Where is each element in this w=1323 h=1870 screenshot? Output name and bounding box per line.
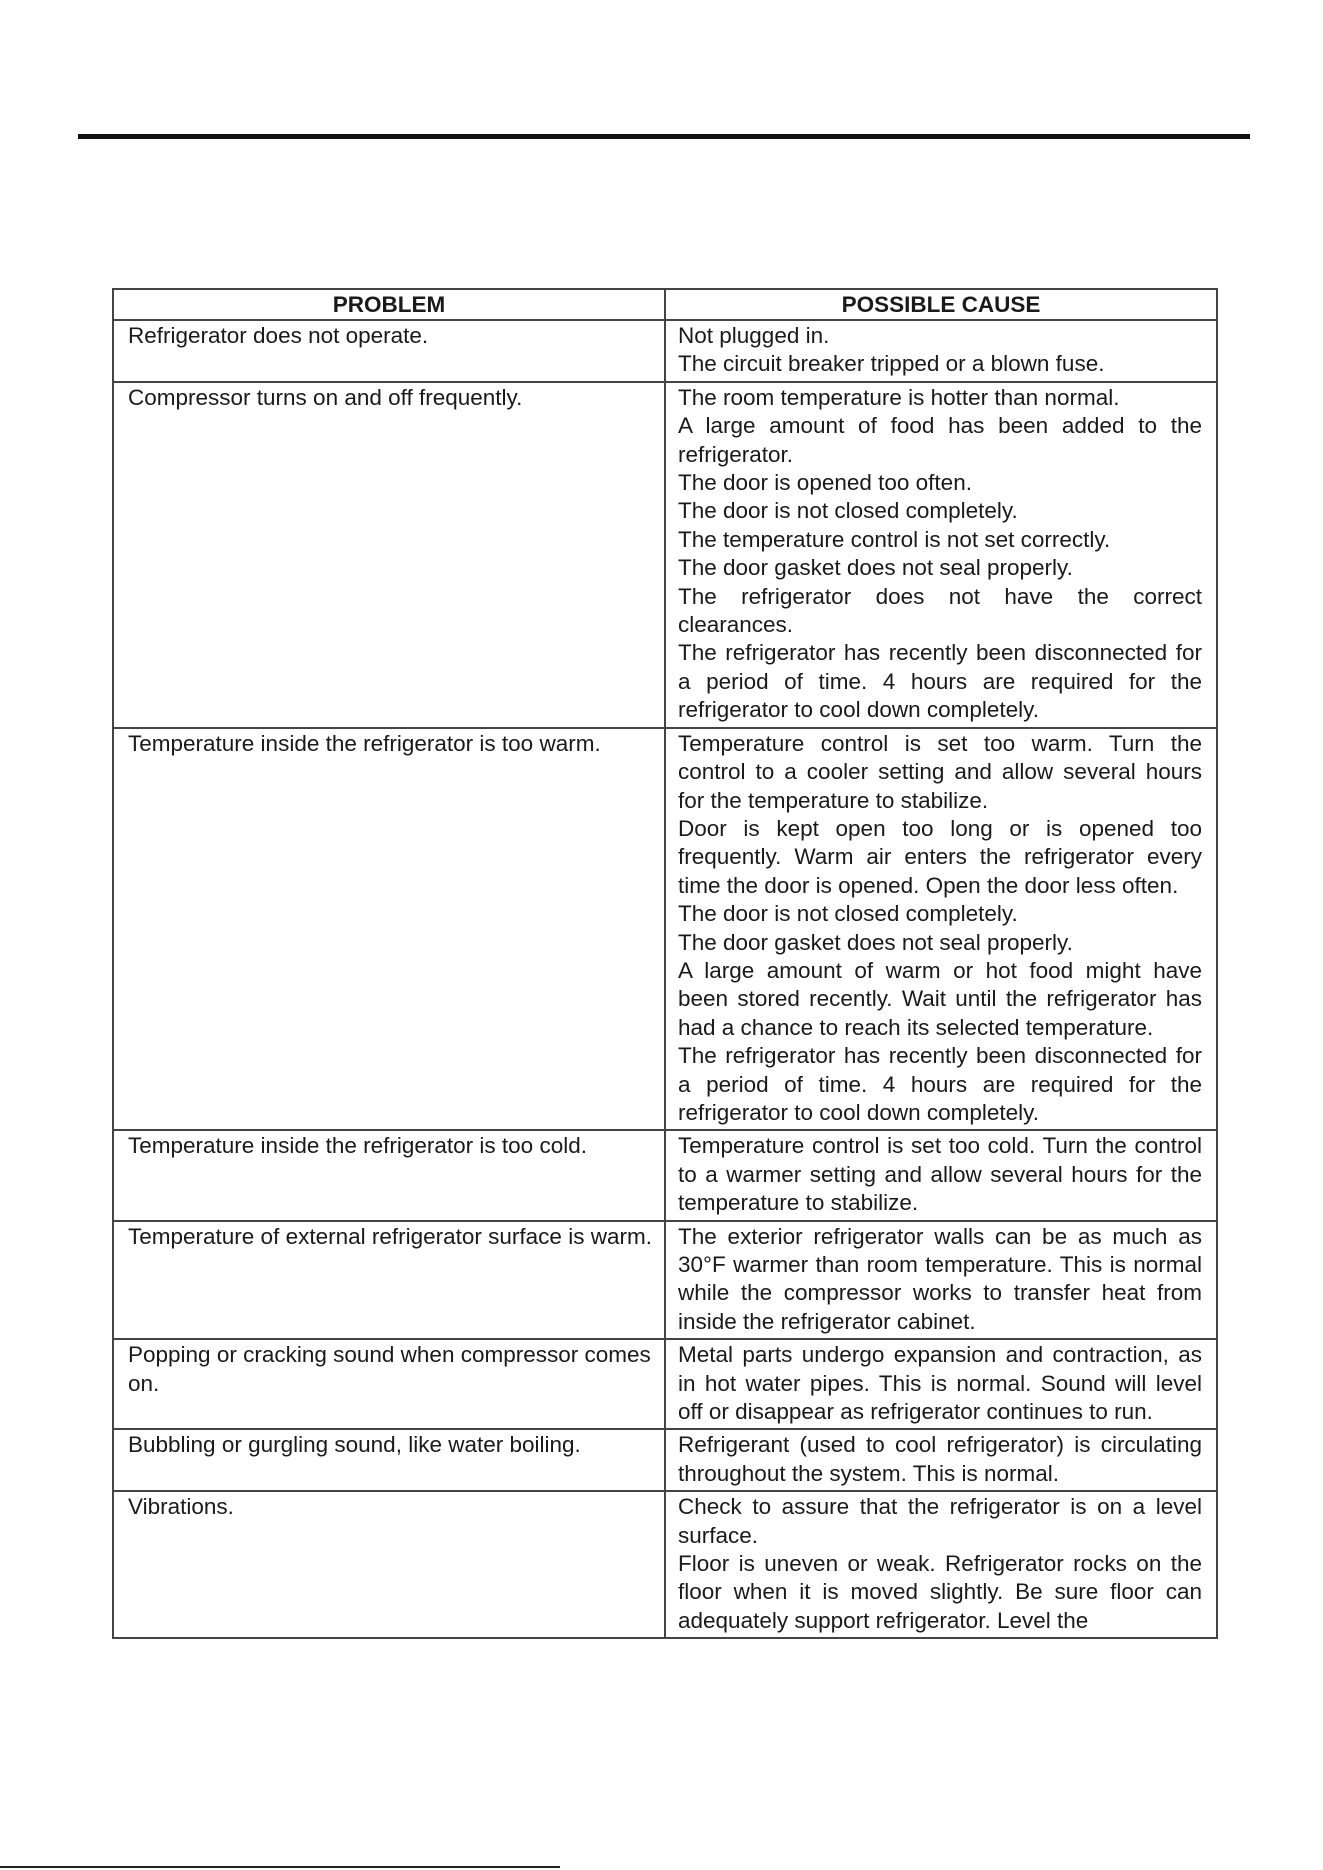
possible-cause-item: The room temperature is hotter than normal.	[678, 384, 1120, 410]
header-rule	[78, 134, 1250, 139]
possible-cause-item: Temperature control is set too cold. Turn the control to a warmer setting and allow several hours for the temperature to stabilize.	[678, 1133, 1202, 1216]
possible-cause-cell	[665, 382, 1217, 728]
possible-cause-item: Metal parts undergo expansion and contraction, as in hot water pipes. This is normal. Sound will level off or disappear as refrigerator continues to run.	[678, 1342, 1202, 1425]
possible-cause-item: Temperature control is set too warm. Turn the control to a cooler setting and allow several hours for the temperature to stabilize.	[678, 730, 1202, 813]
possible-cause-cell	[665, 1491, 1217, 1638]
table-row	[113, 382, 1217, 728]
possible-cause-item: Check to assure that the refrigerator is on a level surface.	[678, 1494, 1202, 1548]
footer-rule	[0, 1866, 560, 1868]
possible-cause-item: Floor is uneven or weak. Refrigerator rocks on the floor when it is moved slightly. Be sure floor can adequately support refrigerator. Level the	[678, 1551, 1202, 1633]
possible-cause-item: The temperature control is not set correctly.	[678, 526, 1111, 552]
problem-cell: Bubbling or gurgling sound, like water boiling.	[113, 1429, 665, 1491]
troubleshooting-table-container	[112, 288, 1216, 1639]
table-row	[113, 728, 1217, 1131]
possible-cause-column-header: POSSIBLE CAUSE	[665, 289, 1217, 320]
table-row	[113, 1429, 1217, 1491]
problem-cell: Temperature inside the refrigerator is too cold.	[113, 1130, 665, 1220]
possible-cause-cell	[665, 1130, 1217, 1220]
table-row	[113, 1130, 1217, 1220]
problem-cell: Refrigerator does not operate.	[113, 320, 665, 382]
possible-cause-cell	[665, 728, 1217, 1131]
possible-cause-item: The exterior refrigerator walls can be as much as 30°F warmer than room temperature. This is normal while the compressor works to transfer heat from inside the refrigerator cabinet.	[678, 1223, 1202, 1334]
possible-cause-item: Door is kept open too long or is opened too frequently. Warm air enters the refrigerator every time the door is opened. Open the door less often.	[678, 815, 1202, 898]
table-row	[113, 1339, 1217, 1429]
table-row	[113, 1221, 1217, 1340]
problem-cell: Popping or cracking sound when compressor comes on.	[113, 1339, 665, 1429]
possible-cause-item: The door gasket does not seal properly.	[678, 929, 1073, 955]
table-body	[113, 320, 1217, 1638]
possible-cause-cell	[665, 320, 1217, 382]
problem-cell: Temperature inside the refrigerator is too warm.	[113, 728, 665, 1131]
possible-cause-item: The refrigerator has recently been disconnected for a period of time. 4 hours are required for the refrigerator to cool down completely.	[678, 640, 1202, 723]
problem-cell: Compressor turns on and off frequently.	[113, 382, 665, 728]
problem-cell: Vibrations.	[113, 1491, 665, 1638]
problem-column-header: PROBLEM	[113, 289, 665, 320]
possible-cause-item: The refrigerator does not have the correct clearances.	[678, 583, 1202, 638]
possible-cause-item: The door is opened too often.	[678, 470, 972, 496]
possible-cause-item: A large amount of food has been added to the refrigerator.	[678, 413, 1202, 467]
possible-cause-cell	[665, 1339, 1217, 1429]
table-header-row	[113, 289, 1217, 320]
problem-cell: Temperature of external refrigerator surface is warm.	[113, 1221, 665, 1340]
table-row	[113, 320, 1217, 382]
possible-cause-item: The door gasket does not seal properly.	[678, 555, 1073, 581]
table-row	[113, 1491, 1217, 1638]
possible-cause-item: Refrigerant (used to cool refrigerator) is circulating throughout the system. This is normal.	[678, 1432, 1202, 1486]
possible-cause-cell	[665, 1429, 1217, 1491]
possible-cause-item: Not plugged in.	[678, 323, 830, 348]
possible-cause-item: A large amount of warm or hot food might have been stored recently. Wait until the refrigerator has had a chance to reach its selected temperature.	[678, 957, 1202, 1040]
possible-cause-cell	[665, 1221, 1217, 1340]
possible-cause-item: The circuit breaker tripped or a blown fuse.	[678, 351, 1105, 377]
possible-cause-item: The door is not closed completely.	[678, 901, 1018, 927]
possible-cause-item: The refrigerator has recently been disconnected for a period of time. 4 hours are required for the refrigerator to cool down completely.	[678, 1043, 1202, 1125]
troubleshooting-table	[112, 288, 1218, 1639]
possible-cause-item: The door is not closed completely.	[678, 498, 1018, 524]
